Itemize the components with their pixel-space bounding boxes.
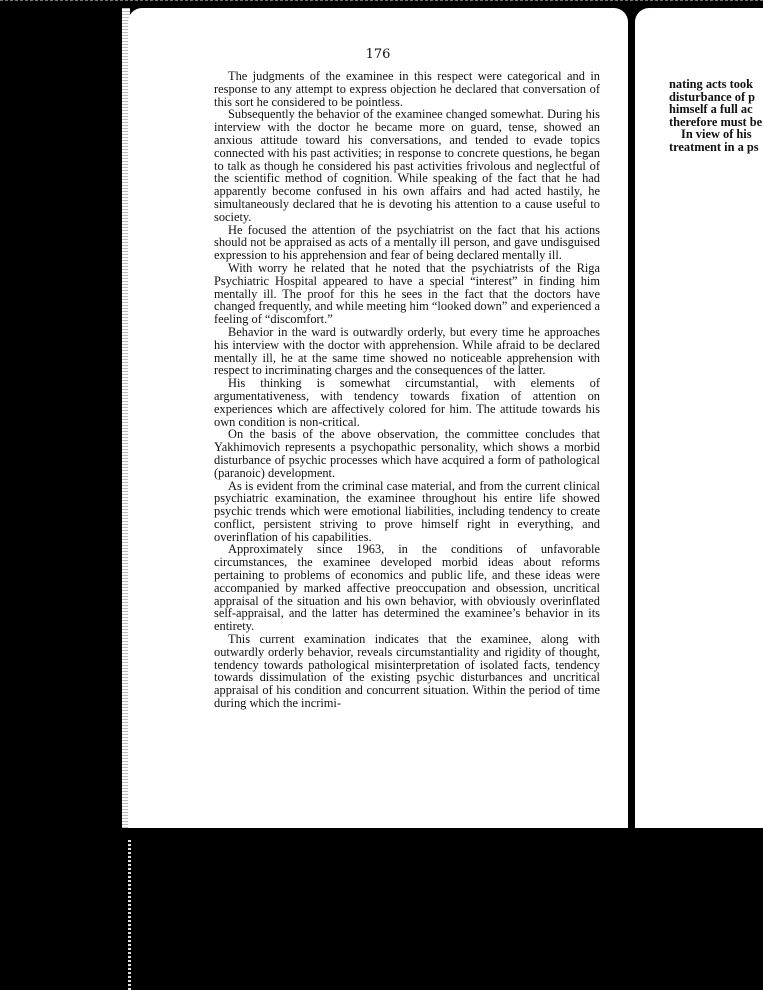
- paragraph: The judgments of the examinee in this respect were categorical and in response to any attempt to express objection he declared that conversation of this sort he considered to be pointless.: [214, 69, 600, 109]
- facing-line: himself a full ac: [669, 102, 753, 117]
- paragraph: Subsequently the behavior of the examinee changed somewhat. During his interview with the doctor he became more on guard, tense, showed an anxious attitude toward his conversations, and tended to evade topics connected with his past activities; in response to concrete questions, he began to talk as though he considered his past activities frivolous and neglectful of the scientific method of cognition. While speaking of the fact that he had apparently become confused in his own affairs and had acted hastily, he simultaneously declared that he is devoting his attention to a cause useful to society.: [214, 107, 600, 224]
- facing-page: [635, 8, 763, 828]
- facing-line: therefore must be: [669, 114, 763, 129]
- scan-edge-dashes: [0, 0, 763, 5]
- paragraph: As is evident from the criminal case material, and from the current clinical psychiatric examination, the examinee throughout his entire life showed psychic trends which were emotional liabilities, including tendency to create conflict, persistent striving to prove himself right in everything, and overinflation of his capabilities.: [214, 478, 600, 544]
- paragraph: On the basis of the above observation, the committee concludes that Yakhimovich represents a psychopathic personality, which shows a morbid disturbance of psychic processes which have acquired a form of pathological (paranoic) development.: [214, 427, 600, 480]
- facing-page-text: [669, 78, 763, 154]
- facing-line: treatment in a ps: [669, 139, 759, 154]
- paragraph: His thinking is somewhat circumstantial, with elements of argumentativeness, with tendency towards fixation of attention on experiences which are affectively colored for him. The attitude towards his own condition is non-critical.: [214, 376, 600, 429]
- paragraph: This current examination indicates that the examinee, along with outwardly orderly behavior, reveals circumstantiality and rigidity of thought, tendency towards pathological misinterpretation of isolated facts, tendency towards dissimulation of the existing psychic disturbances and uncritical appraisal of his condition and concurrent situation. Within the period of time during which the incrimi-: [214, 632, 600, 711]
- facing-line: In view of his: [681, 127, 752, 142]
- paragraph: He focused the attention of the psychiatrist on the fact that his actions should not be appraised as acts of a mentally ill person, and gave undisguised expression to his apprehension and fear of being declared mentally ill.: [214, 222, 600, 263]
- page-number: 176: [365, 47, 391, 62]
- paragraph: With worry he related that he noted that the psychiatrists of the Riga Psychiatric Hospital appeared to have a special “interest” in finding him mentally ill. The proof for this he sees in the fact that the doctors have changed frequently, and while meeting him “looked down” and experienced a feeling of “discomfort.”: [214, 260, 600, 327]
- page-body: [214, 70, 600, 710]
- facing-line: nating acts took: [669, 77, 753, 91]
- facing-line: disturbance of p: [669, 89, 756, 104]
- paragraph: Behavior in the ward is outwardly orderly, but every time he approaches his interview with the doctor with apprehension. While afraid to be declared mentally ill, he at the same time showed no noticeable apprehension with respect to incriminating charges and the consequences of the latter.: [214, 324, 600, 378]
- document-page: [128, 8, 628, 828]
- film-edge-marks: [128, 840, 131, 990]
- paragraph: Approximately since 1963, in the conditions of unfavorable circumstances, the examinee developed morbid ideas about reforms pertaining to problems of economics and public life, and these ideas were accompanied by marked affective preoccupation and obsession, uncritical appraisal of the situation and his own behavior, with obviously overinflated self-appraisal, and the latter has determined the examinee’s behavior in its entirety.: [214, 542, 600, 634]
